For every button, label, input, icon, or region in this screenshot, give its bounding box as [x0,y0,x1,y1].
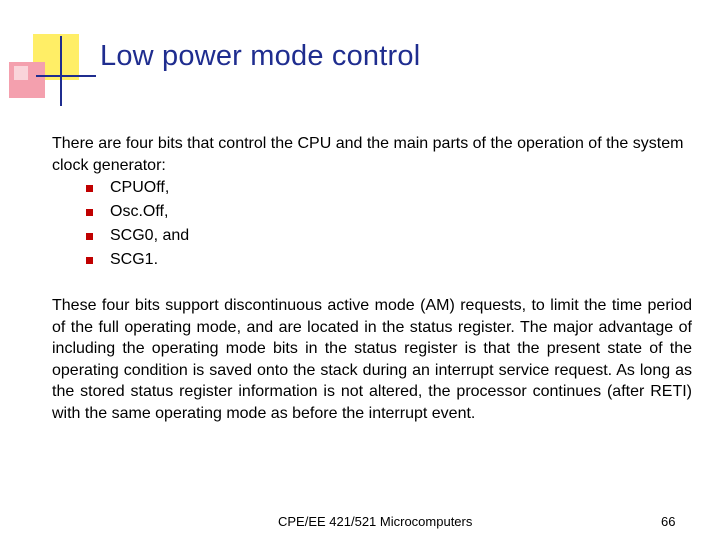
square-bullet-icon [86,257,93,264]
page-number: 66 [661,514,676,529]
slide-title: Low power mode control [100,40,421,72]
bullet-item-scg0 [52,224,692,248]
bullet-label: SCG1. [110,251,159,268]
bullet-list [52,176,692,272]
square-bullet-icon [86,233,93,240]
slide-body [52,133,692,424]
bullet-item-oscoff [52,200,692,224]
bullet-item-scg1 [52,248,692,272]
bullet-label: CPUOff, [110,179,170,196]
bullet-label: Osc.Off, [110,203,169,220]
intro-text: There are four bits that control the CPU and the main parts of the operation of the system clock generator: [52,135,684,174]
square-bullet-icon [86,209,93,216]
template-logo-decoration [0,0,100,110]
body-paragraph: These four bits support discontinuous active mode (AM) requests, to limit the time period of the full operating mode, and are located in the status register. The major advantage of including the operating mode bits in the status register is that the present state of the operating condition is saved onto the stack during an interrupt service request. As long as the stored status register information is not altered, the processor continues (after RETI) with the same operating mode as before the interrupt event. [52,297,692,422]
bullet-label: SCG0, and [110,227,190,244]
footer-course-name: CPE/EE 421/521 Microcomputers [278,514,473,529]
bullet-item-cpuoff [52,176,692,200]
square-bullet-icon [86,185,93,192]
